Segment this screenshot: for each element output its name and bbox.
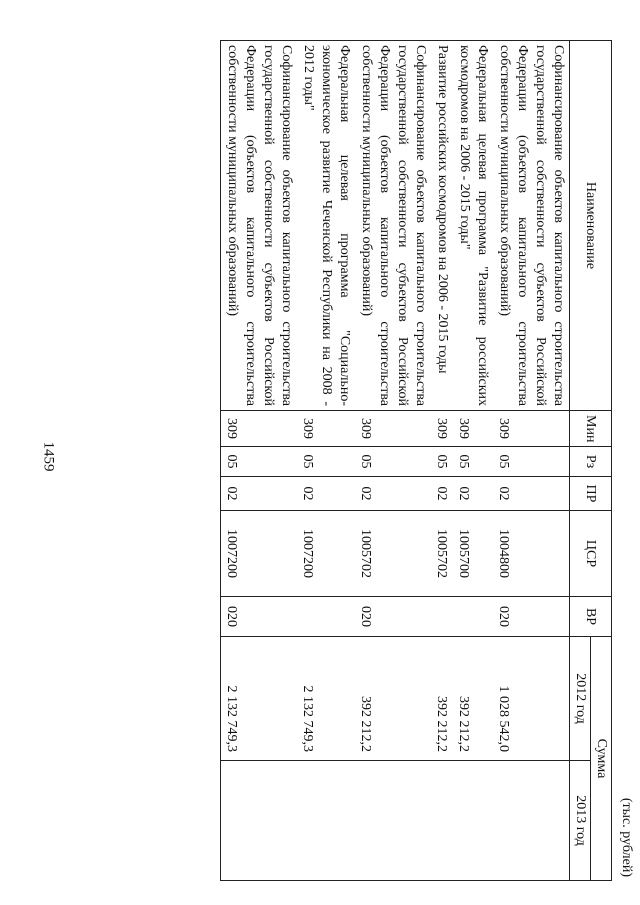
row-vr: [431, 597, 453, 637]
row-name: Софинансирование объектов капитального строительства государственной собственности субъектов Российской Федерации (объектов капитального строительства собственности муниципальных образований): [493, 41, 570, 411]
page-number: 1459: [40, 441, 57, 472]
row-2013: [355, 761, 431, 881]
row-vr: 020: [493, 597, 570, 637]
header-2013: 2013 год: [570, 761, 591, 881]
row-2012: 2 132 749,3: [221, 637, 298, 761]
row-rz: 05: [297, 447, 355, 477]
row-2013: [221, 761, 298, 881]
row-rz: 05: [431, 447, 453, 477]
row-min: 309: [221, 411, 298, 447]
row-2013: [493, 761, 570, 881]
row-2012: 392 212,2: [431, 637, 453, 761]
row-min: 309: [493, 411, 570, 447]
row-vr: 020: [355, 597, 431, 637]
header-csr: ЦСР: [570, 511, 612, 597]
row-name: Софинансирование объектов капитального строительства государственной собственности субъектов Российской Федерации (объектов капитального строительства собственности муниципальных образований): [355, 41, 431, 411]
row-pr: 02: [453, 477, 493, 511]
table-row: [355, 41, 431, 881]
row-min: 309: [453, 411, 493, 447]
header-sum: Сумма: [591, 637, 612, 881]
row-pr: 02: [221, 477, 298, 511]
table-row: [221, 41, 298, 881]
row-2012: 392 212,2: [453, 637, 493, 761]
row-rz: 05: [453, 447, 493, 477]
row-pr: 02: [297, 477, 355, 511]
row-csr: 1005702: [431, 511, 453, 597]
table-row: [453, 41, 493, 881]
table-row: [493, 41, 570, 881]
row-name: Федеральная целевая программа "Социально-экономическое развитие Чеченской Республики на 2008 - 2012 годы": [297, 41, 355, 411]
row-csr: 1007200: [221, 511, 298, 597]
row-vr: [297, 597, 355, 637]
row-pr: 02: [431, 477, 453, 511]
row-2013: [453, 761, 493, 881]
row-2013: [431, 761, 453, 881]
header-name: Наименование: [570, 41, 612, 411]
row-pr: 02: [493, 477, 570, 511]
row-pr: 02: [355, 477, 431, 511]
row-name: Софинансирование объектов капитального строительства государственной собственности субъектов Российской Федерации (объектов капитального строительства собственности муниципальных образований): [221, 41, 298, 411]
row-2012: 2 132 749,3: [297, 637, 355, 761]
units-label: (тыс. рублей): [619, 797, 634, 877]
row-name: Федеральная целевая программа "Развитие российских космодромов на 2006 - 2015 годы": [453, 41, 493, 411]
row-2013: [297, 761, 355, 881]
budget-table: [220, 40, 612, 881]
header-pr: ПР: [570, 477, 612, 511]
header-rz: Рз: [570, 447, 612, 477]
row-vr: [453, 597, 493, 637]
table-row: [297, 41, 355, 881]
row-csr: 1005700: [453, 511, 493, 597]
row-2012: 392 212,2: [355, 637, 431, 761]
header-min: Мин: [570, 411, 612, 447]
table-row: [431, 41, 453, 881]
row-2012: 1 028 542,0: [493, 637, 570, 761]
header-vr: ВР: [570, 597, 612, 637]
row-min: 309: [431, 411, 453, 447]
row-vr: 020: [221, 597, 298, 637]
row-csr: 1007200: [297, 511, 355, 597]
header-2012: 2012 год: [570, 637, 591, 761]
row-csr: 1004800: [493, 511, 570, 597]
row-min: 309: [297, 411, 355, 447]
row-rz: 05: [355, 447, 431, 477]
row-rz: 05: [493, 447, 570, 477]
row-csr: 1005702: [355, 511, 431, 597]
row-min: 309: [355, 411, 431, 447]
row-name: Развитие российских космодромов на 2006 - 2015 годы: [431, 41, 453, 411]
row-rz: 05: [221, 447, 298, 477]
